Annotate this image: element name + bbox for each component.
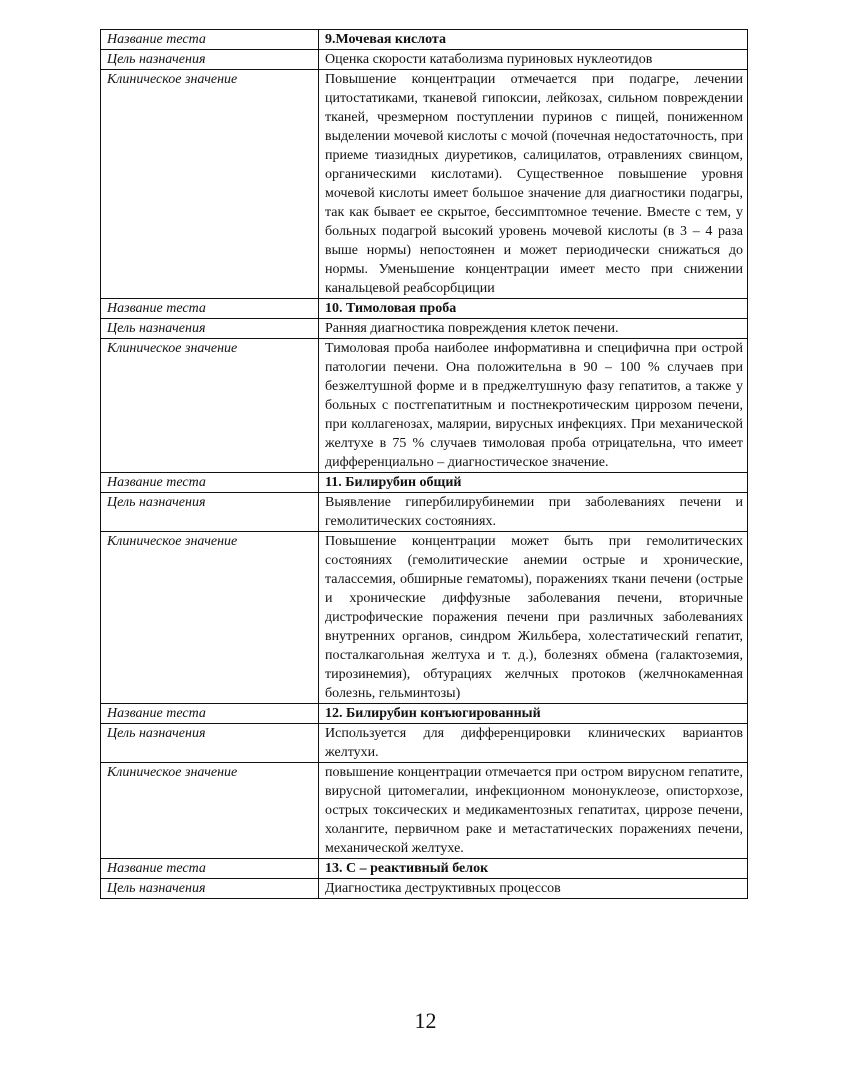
table-row <box>101 532 748 704</box>
row-label: Цель назначения <box>101 724 319 763</box>
row-value: Оценка скорости катаболизма пуриновых нуклеотидов <box>319 50 748 70</box>
row-value: повышение концентрации отмечается при остром вирусном гепатите, вирусной цитомегалии, инфекционном мононуклеозе, описторхозе, острых токсических и медикаментозных гепатитах, циррозе печени, холангите, первичном раке и метастатических поражениях печени, механической желтухе. <box>319 763 748 859</box>
table-row <box>101 30 748 50</box>
tests-table <box>100 29 748 899</box>
table-row <box>101 879 748 899</box>
table-row <box>101 704 748 724</box>
table-row <box>101 473 748 493</box>
row-label: Клиническое значение <box>101 532 319 704</box>
row-label: Клиническое значение <box>101 763 319 859</box>
row-label: Цель назначения <box>101 50 319 70</box>
page-number: 12 <box>414 1008 437 1033</box>
row-label: Название теста <box>101 859 319 879</box>
row-label: Цель назначения <box>101 879 319 899</box>
row-label: Цель назначения <box>101 319 319 339</box>
table-row <box>101 299 748 319</box>
row-label: Название теста <box>101 299 319 319</box>
row-label: Цель назначения <box>101 493 319 532</box>
table-row <box>101 859 748 879</box>
row-label: Название теста <box>101 473 319 493</box>
row-label: Название теста <box>101 704 319 724</box>
table-row <box>101 70 748 299</box>
test-title: 12. Билирубин конъюгированный <box>319 704 748 724</box>
test-title: 13. С – реактивный белок <box>319 859 748 879</box>
row-label: Клиническое значение <box>101 339 319 473</box>
row-label: Название теста <box>101 30 319 50</box>
test-title: 11. Билирубин общий <box>319 473 748 493</box>
row-value: Диагностика деструктивных процессов <box>319 879 748 899</box>
table-row <box>101 50 748 70</box>
test-title: 10. Тимоловая проба <box>319 299 748 319</box>
test-title: 9.Мочевая кислота <box>319 30 748 50</box>
table-row <box>101 763 748 859</box>
row-value: Повышение концентрации может быть при гемолитических состояниях (гемолитические анемии острые и хронические, талассемия, обширные гематомы), поражениях ткани печени (острые и хронические диффузные заболевания печени, вторичные дистрофические поражения печени при различных заболеваниях внутренних органов, синдром Жильбера, холестатический гепатит, посталкагольная желтуха и т. д.), болезнях обмена (галактоземия, тирозинемия), обтурациях желчных протоков (желчнокаменная болезнь, гельминтозы) <box>319 532 748 704</box>
row-label: Клиническое значение <box>101 70 319 299</box>
table-row <box>101 493 748 532</box>
row-value: Ранняя диагностика повреждения клеток печени. <box>319 319 748 339</box>
table-row <box>101 724 748 763</box>
row-value: Используется для дифференцировки клинических вариантов желтухи. <box>319 724 748 763</box>
row-value: Повышение концентрации отмечается при подагре, лечении цитостатиками, тканевой гипоксии, лейкозах, сильном повреждении тканей, чрезмерном поступлении пуринов с пищей, пониженном выделении мочевой кислоты с мочой (почечная недостаточность, при приеме тиазидных диуретиков, салицилатов, отравлениях свинцом, органическими кислотами). Существенное повышение уровня мочевой кислоты имеет большое значение для диагностики подагры, так как бывает ее скрытое, бессимптомное течение. Вместе с тем, у больных подагрой высокий уровень мочевой кислоты (в 3 – 4 раза выше нормы) непостоянен и может периодически снижаться до нормы. Уменьшение концентрации имеет место при снижении канальцевой реабсорбциции <box>319 70 748 299</box>
table-row <box>101 319 748 339</box>
table-row <box>101 339 748 473</box>
row-value: Выявление гипербилирубинемии при заболеваниях печени и гемолитических состояниях. <box>319 493 748 532</box>
row-value: Тимоловая проба наиболее информативна и специфична при острой патологии печени. Она положительна в 90 – 100 % случаев при безжелтушной форме и в преджелтушную фазу гепатитов, а также у больных с постгепатитным и постнекротическим циррозом печени, при коллагенозах, малярии, вирусных инфекциях. При механической желтухе в 75 % случаев тимоловая проба отрицательна, что имеет дифференциально – диагностическое значение. <box>319 339 748 473</box>
